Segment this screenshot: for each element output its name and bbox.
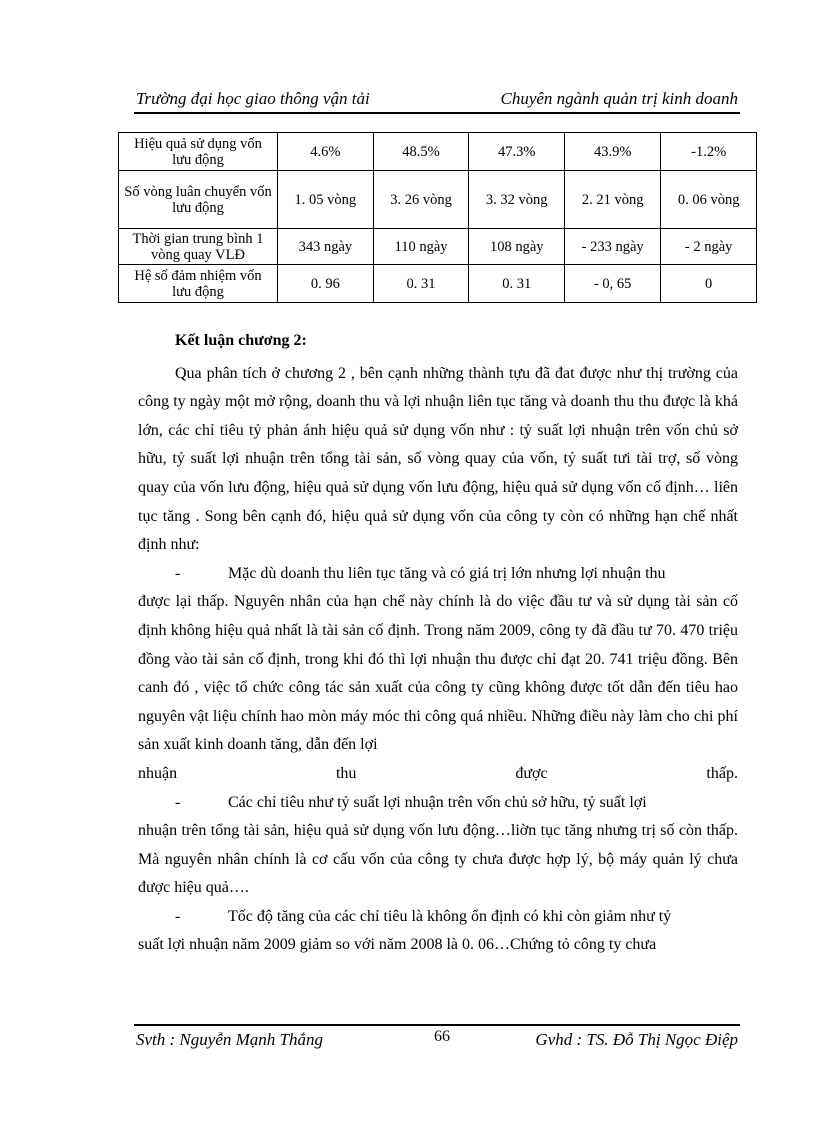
section-heading: Kết luận chương 2: xyxy=(175,332,307,349)
table-row xyxy=(119,171,757,229)
table-cell: 0. 96 xyxy=(278,265,374,303)
table-cell: 3. 32 vòng xyxy=(469,171,565,229)
table-cell: 0. 31 xyxy=(373,265,469,303)
table-cell: - 2 ngày xyxy=(661,229,757,265)
page-header xyxy=(134,86,740,114)
table-cell: 0. 06 vòng xyxy=(661,171,757,229)
bullet-text: được lại thấp. Nguyên nhân của hạn chế này chính là do việc đầu tư và sử dụng tài sản cố định không hiệu quả nhất là tài sản cố định. Trong năm 2009, công ty đã đầu tư 70. 470 triệu đồng vào tài sản cố định, trong khi đó thì lợi nhuận thu được chỉ đạt 20. 741 triệu đồng. Bên canh đó , việc tổ chức công tác sản xuất của công ty cũng không được tốt dẫn đến tiêu hao nguyên vật liệu chính hao mòn máy móc thi công quá nhiều. Những điều này làm cho chi phí sản xuất kinh doanh tăng, dẫn đến lợi xyxy=(138,593,738,754)
body-text xyxy=(138,327,738,960)
bullet-first-line: Các chỉ tiêu như tỷ suất lợi nhuận trên vốn chủ sở hữu, tỷ suất lợi xyxy=(228,793,647,811)
table-cell: 2. 21 vòng xyxy=(565,171,661,229)
table-cell: 343 ngày xyxy=(278,229,374,265)
table-cell: 110 ngày xyxy=(373,229,469,265)
bullet-item xyxy=(138,789,738,903)
bullet-dash: - xyxy=(175,564,181,582)
bullet-first-line: Tốc độ tăng của các chỉ tiêu là không ổn định có khi còn giảm như tỷ xyxy=(228,907,672,925)
bullet-item xyxy=(138,903,738,960)
bullet-text: nhuận trên tổng tài sản, hiệu quả sử dụng vốn lưu động…liờn tục tăng nhưng trị số còn thấp. Mà nguyên nhân chính là cơ cấu vốn của công ty chưa được hợp lý, bộ máy quản lý chưa được hiệu quả…. xyxy=(138,822,738,897)
table-cell: 0 xyxy=(661,265,757,303)
table-cell: 3. 26 vòng xyxy=(373,171,469,229)
word: thấp. xyxy=(706,764,738,782)
table-cell: 1. 05 vòng xyxy=(278,171,374,229)
bullet-first-line: Mặc dù doanh thu liên tục tăng và có giá trị lớn nhưng lợi nhuận thu xyxy=(228,564,666,582)
bullet-item xyxy=(138,560,738,789)
table-cell: 4.6% xyxy=(278,133,374,171)
bullet-dash: - xyxy=(175,907,181,925)
table-row xyxy=(119,229,757,265)
table-cell: 43.9% xyxy=(565,133,661,171)
table-row xyxy=(119,133,757,171)
table-cell: 47.3% xyxy=(469,133,565,171)
footer-student: Svth : Nguyễn Mạnh Thắng xyxy=(136,1030,323,1049)
table-cell: - 0, 65 xyxy=(565,265,661,303)
bullet-dash: - xyxy=(175,793,181,811)
spread-line xyxy=(138,760,738,789)
row-label: Hệ số đảm nhiệm vốn lưu động xyxy=(119,265,278,303)
word: được xyxy=(515,764,548,782)
table-cell: 108 ngày xyxy=(469,229,565,265)
page-footer xyxy=(134,1024,740,1056)
header-major: Chuyên ngành quản trị kinh doanh xyxy=(500,89,738,108)
page-number: 66 xyxy=(434,1028,450,1045)
bullet-text: suất lợi nhuận năm 2009 giảm so với năm 2008 là 0. 06…Chứng tỏ công ty chưa xyxy=(138,936,657,954)
table-cell: - 233 ngày xyxy=(565,229,661,265)
word: thu xyxy=(335,764,357,782)
metrics-table xyxy=(118,132,757,303)
row-label: Số vòng luân chuyển vốn lưu động xyxy=(119,171,278,229)
footer-advisor: Gvhd : TS. Đỗ Thị Ngọc Điệp xyxy=(535,1030,738,1049)
header-school: Trường đại học giao thông vận tải xyxy=(136,89,370,108)
table-cell: 48.5% xyxy=(373,133,469,171)
paragraph: Qua phân tích ở chương 2 , bên cạnh những thành tựu đã đat được như thị trường của công ty ngày một mở rộng, doanh thu và lợi nhuận liên tục tăng và doanh thu thu được là khá lớn, các chỉ tiêu tỷ phản ánh hiệu quả sử dụng vốn như : tỷ suất lợi nhuận trên vốn chủ sở hữu, tỷ suất lợi nhuận trên tổng tài sản, số vòng quay của vốn, tỷ suất tưi tài trợ, số vòng quay của vốn lưu động, hiệu quả sử dụng vốn lưu động, hiệu quả sử dụng vốn cố định… liên tục tăng . Song bên cạnh đó, hiệu quả sử dụng vốn của công ty còn có những hạn chế nhất định như: xyxy=(138,364,738,554)
table-cell: -1.2% xyxy=(661,133,757,171)
row-label: Hiệu quả sử dụng vốn lưu động xyxy=(119,133,278,171)
row-label: Thời gian trung bình 1 vòng quay VLĐ xyxy=(119,229,278,265)
word: nhuận xyxy=(138,764,178,782)
table-row xyxy=(119,265,757,303)
table-cell: 0. 31 xyxy=(469,265,565,303)
